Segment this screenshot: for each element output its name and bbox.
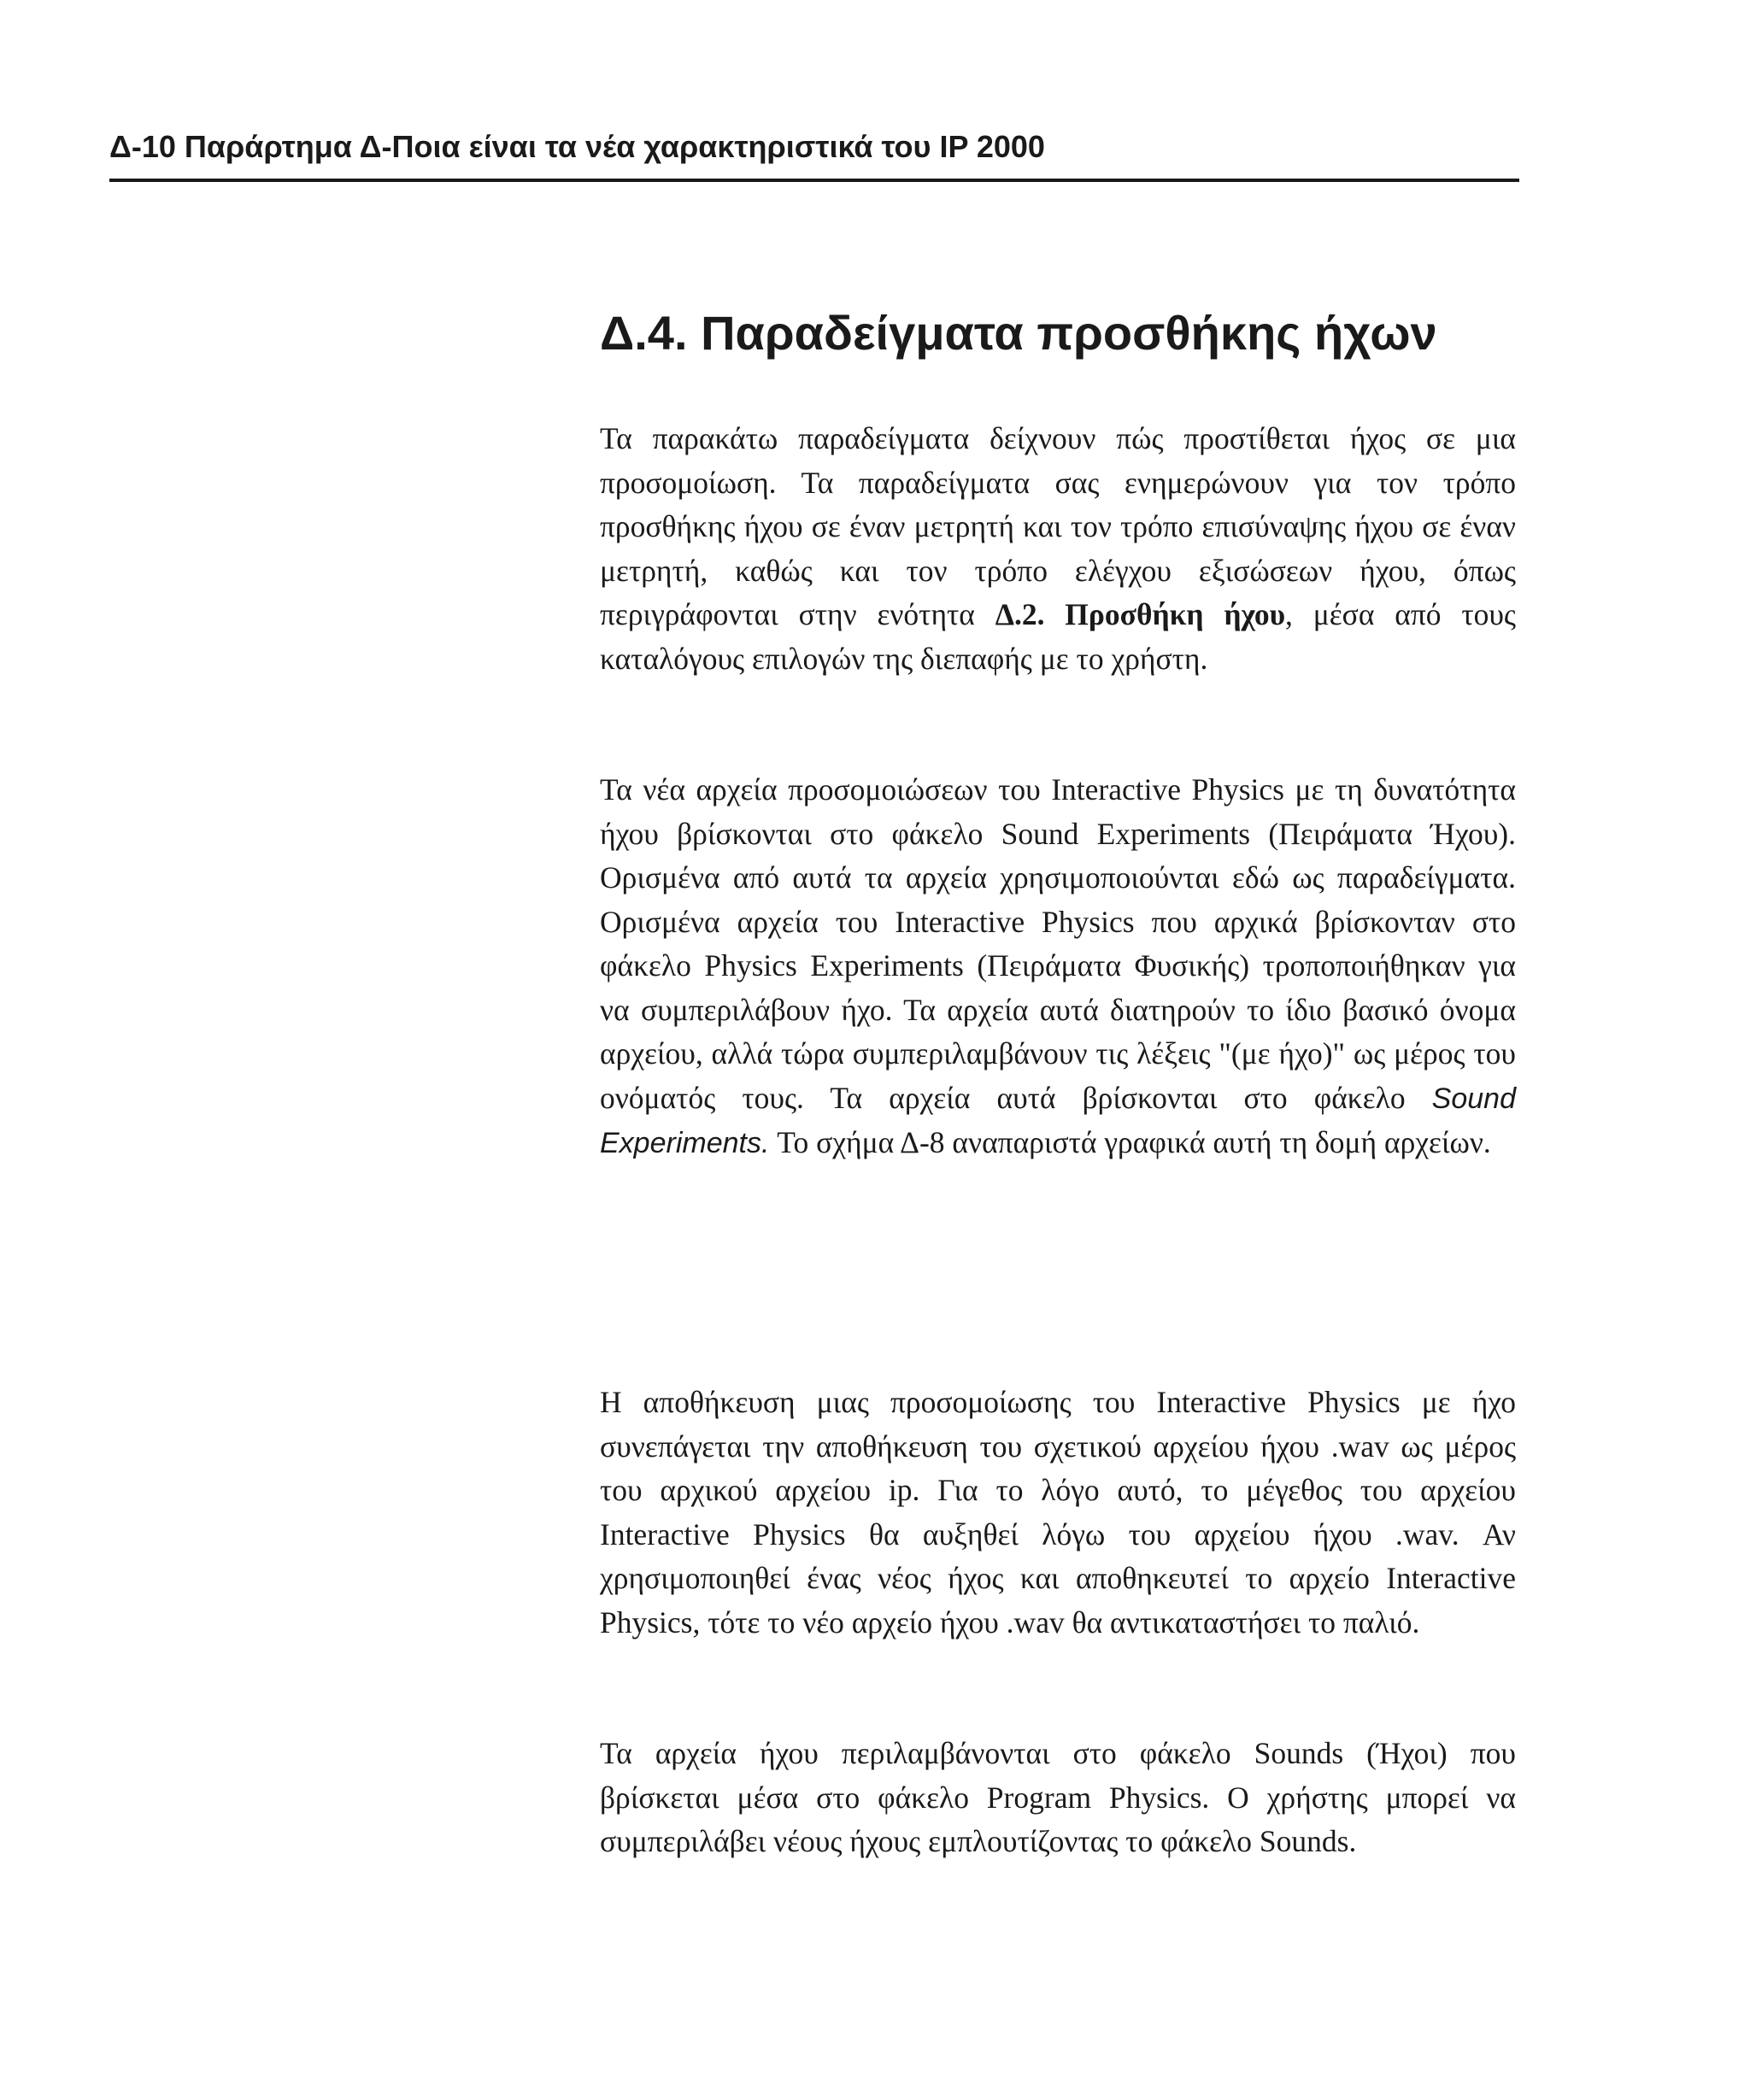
paragraph-intro-text-b: , μέσα από τους καταλόγους επιλογών της διεπαφής με το χρήστη. — [600, 597, 1516, 676]
section-title: Δ.4. Παραδείγματα προσθήκης ήχων — [600, 306, 1437, 360]
paragraph-sound-files-text-b: Το σχήμα Δ-8 αναπαριστά γραφικά αυτή τη δομή αρχείων. — [769, 1125, 1491, 1159]
paragraph-sound-files-text-a: Τα νέα αρχεία προσομοιώσεων του Interactive Physics με τη δυνατότητα ήχου βρίσκονται στο φάκελο Sound Experiments (Πειράματα Ήχου). Ορισμένα από αυτά τα αρχεία χρησιμοποιούνται εδώ ως παραδείγματα. Ορισμένα αρχεία του Interactive Physics που αρχικά βρίσκονταν στο φάκελο Physics Experiments (Πειράματα Φυσικής) τροποποιήθηκαν για να συμπεριλάβουν ήχο. Τα αρχεία αυτά διατηρούν το ίδιο βασικό όνομα αρχείου, αλλά τώρα συμπεριλαμβάνουν τις λέξεις "(με ήχο)" ως μέρος του ονόματός τους. Τα αρχεία αυτά βρίσκονται στο φάκελο — [600, 772, 1516, 1115]
paragraph-sounds-folder: Τα αρχεία ήχου περιλαμβάνονται στο φάκελο Sounds (Ήχοι) που βρίσκεται μέσα στο φάκελο Program Physics. Ο χρήστης μπορεί να συμπεριλάβει νέους ήχους εμπλουτίζοντας το φάκελο Sounds. — [600, 1736, 1516, 1858]
paragraph-saving: Η αποθήκευση μιας προσομοίωσης του Interactive Physics με ήχο συνεπάγεται την αποθήκευση του σχετικού αρχείου ήχου .wav ως μέρος του αρχικού αρχείου ip. Για το λόγο αυτό, το μέγεθος του αρχείου Interactive Physics θα αυξηθεί λόγω του αρχείου ήχου .wav. Αν χρησιμοποιηθεί ένας νέος ήχος και αποθηκευτεί το αρχείο Interactive Physics, τότε το νέο αρχείο ήχου .wav θα αντικαταστήσει το παλιό. — [600, 1385, 1516, 1640]
paragraph-intro — [600, 417, 1516, 681]
header-rule — [109, 179, 1519, 182]
paragraph-intro-text-a: Τα παρακάτω παραδείγματα δείχνουν πώς προστίθεται ήχος σε μια προσομοίωση. Τα παραδείγματα σας ενημερώνουν για τον τρόπο προσθήκης ήχου σε έναν μετρητή και τον τρόπο επισύναψης ήχου σε έναν μετρητή, καθώς και τον τρόπο ελέγχου εξισώσεων ήχου, όπως περιγράφονται στην ενότητα — [600, 421, 1516, 631]
folder-reference: Sound Experiments. — [600, 1082, 1516, 1159]
running-header: Δ-10 Παράρτημα Δ-Ποια είναι τα νέα χαρακτηριστικά του IP 2000 — [109, 129, 1045, 164]
section-reference: Δ.2. Προσθήκη ήχου — [995, 597, 1286, 631]
paragraph-sound-files — [600, 768, 1516, 1166]
